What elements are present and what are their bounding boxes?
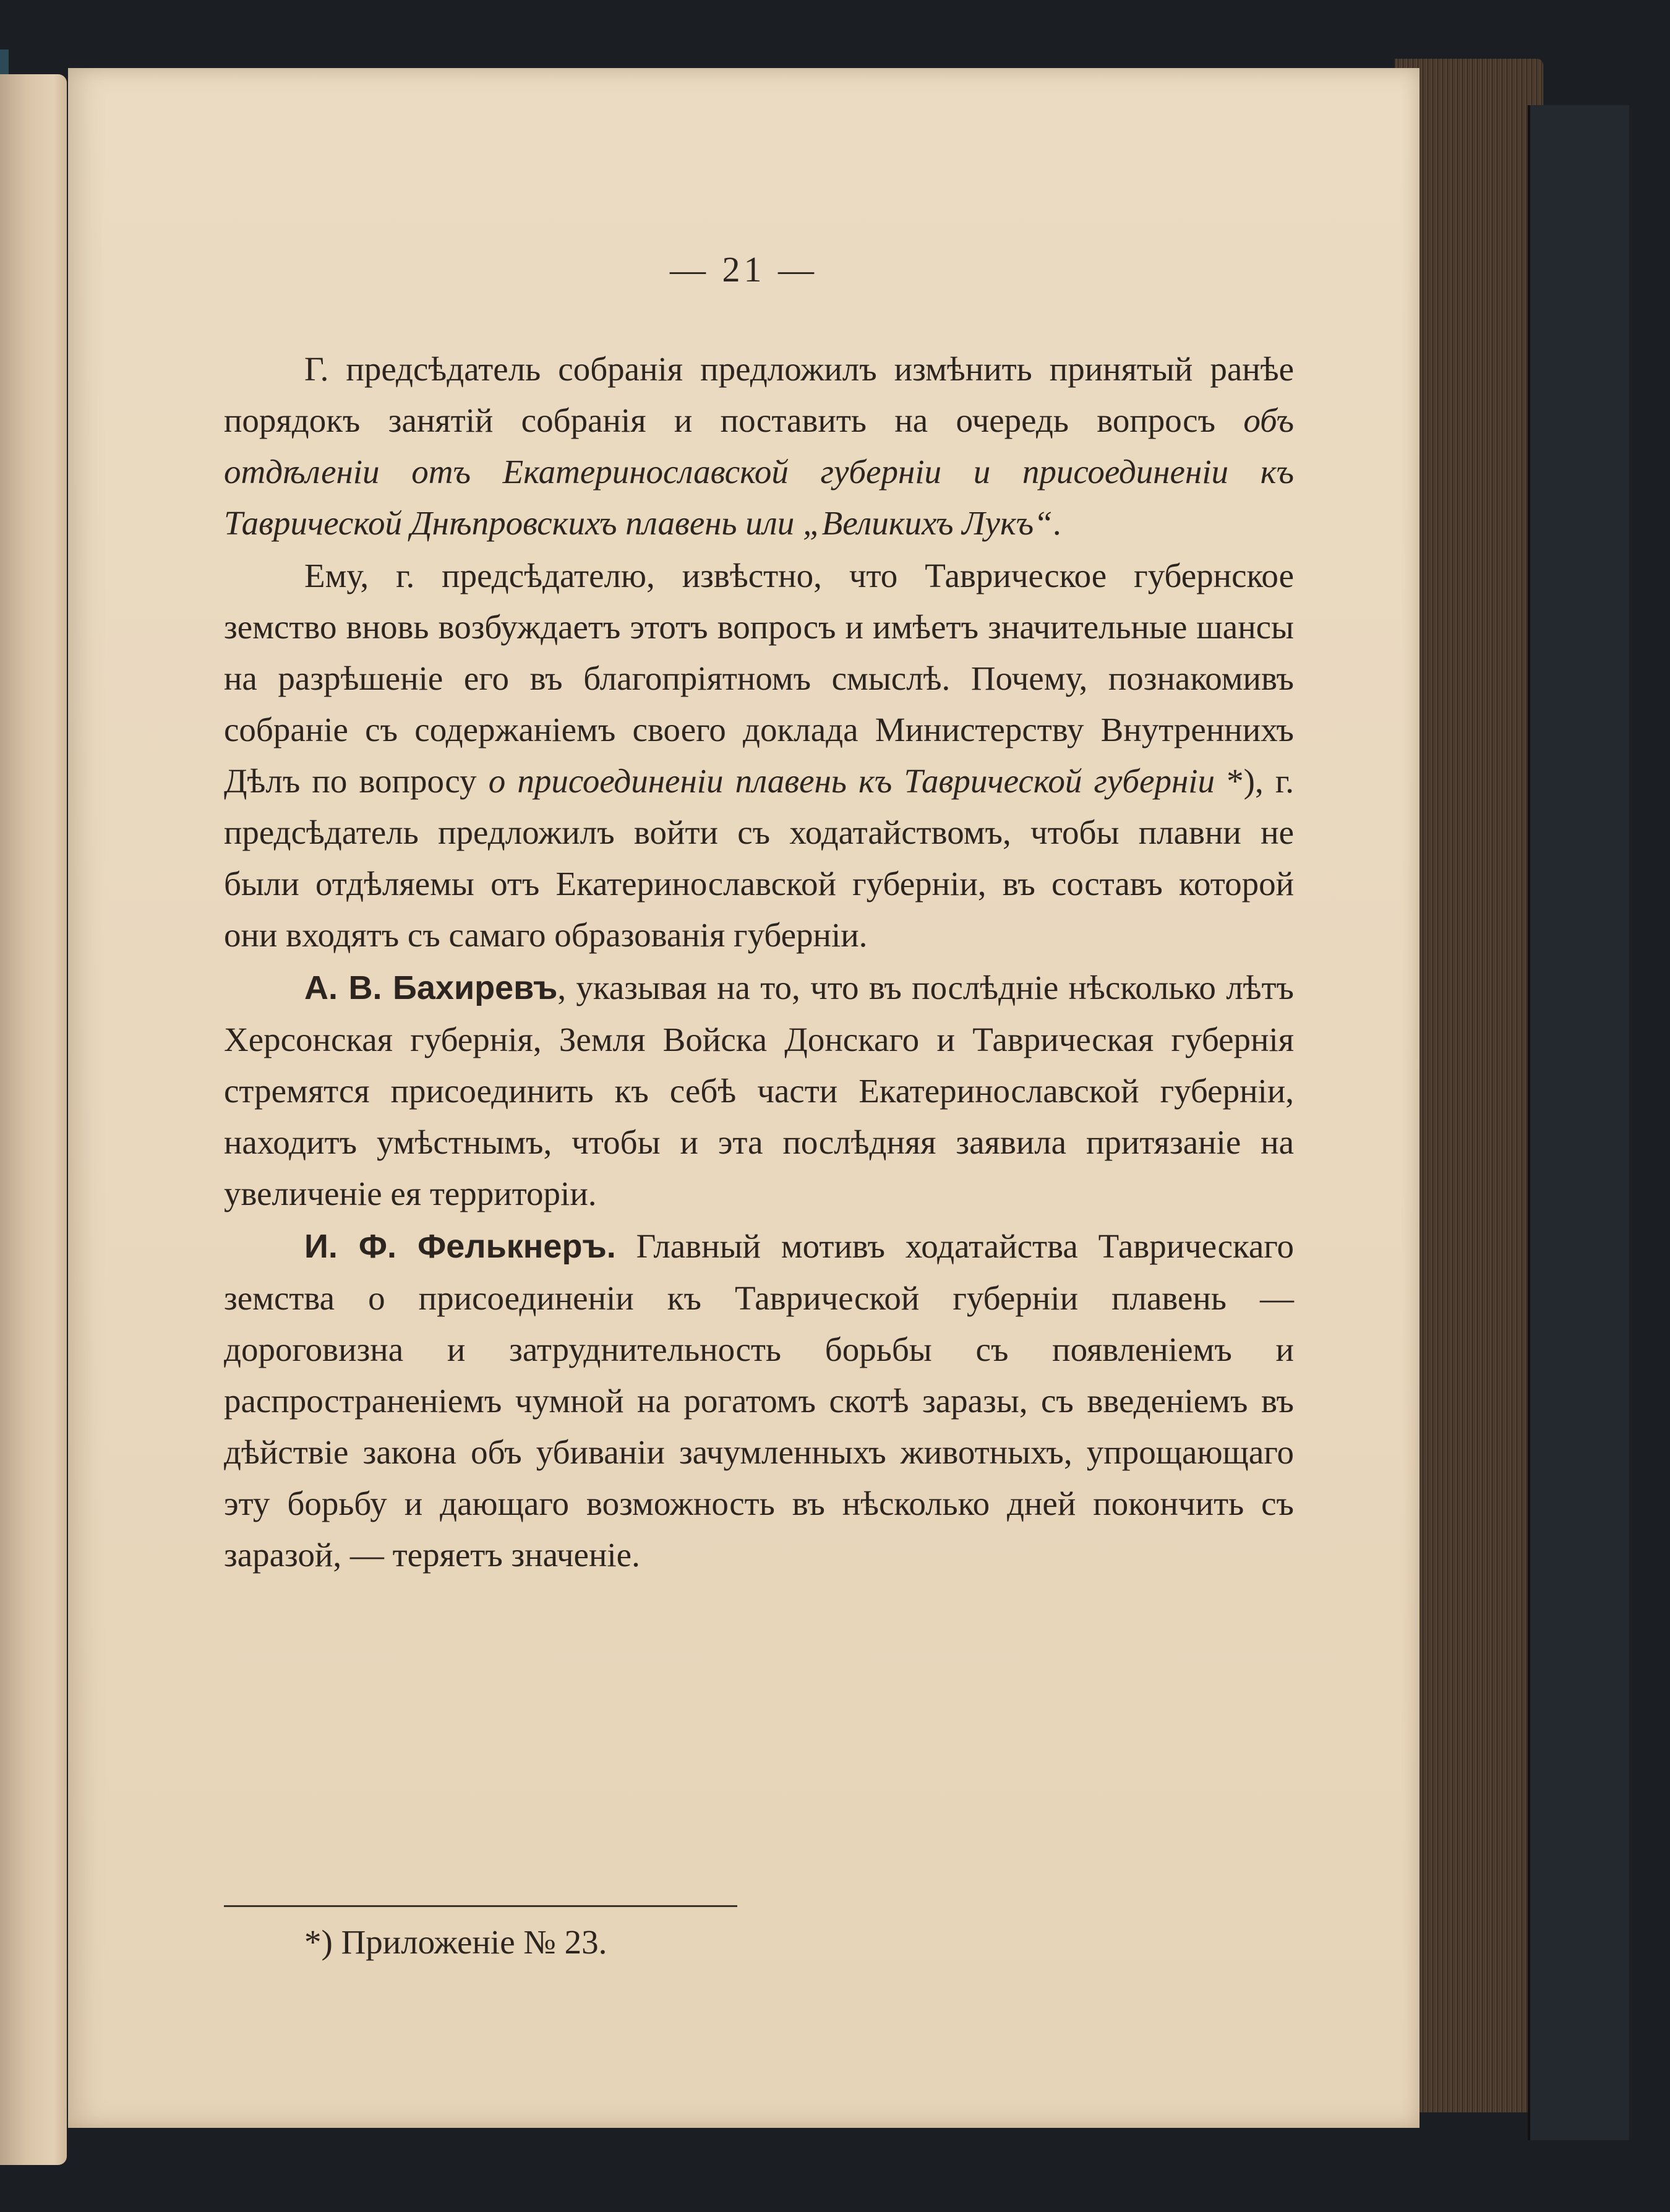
italic-text-run: объ отдѣленіи отъ Екатеринославской губерніи и присоединеніи къ Таврической Днѣпровскихъ плавень или „Великихъ Лукъ“ <box>224 401 1294 542</box>
italic-text-run: о присоединеніи плавень къ Таврической губерніи <box>488 762 1215 800</box>
paragraph <box>224 343 1294 549</box>
text-run: Г. предсѣдатель собранія предложилъ измѣнить принятый ранѣе порядокъ занятій собранія и поставить на очередь вопросъ <box>224 350 1294 439</box>
text-run: . <box>1052 504 1061 542</box>
body-text <box>224 343 1294 1580</box>
text-run: Главный мотивъ ходатайства Таврическаго земства о присоединеніи къ Таврической губерніи плавень — дороговизна и затруднительность борьбы съ появленіемъ и распространеніемъ чумной на рогатомъ скотѣ заразы, съ введеніемъ въ дѣйствіе закона объ убиваніи зачумленныхъ животныхъ, упрощающаго эту борьбу и дающаго возможность въ нѣсколько дней покончить съ заразой, — теряетъ значеніе. <box>224 1227 1294 1574</box>
footnote: *) Приложеніе № 23. <box>304 1923 607 1961</box>
footnote-divider <box>224 1905 737 1907</box>
left-page-sliver <box>0 74 67 2165</box>
text-run: , указывая на то, что въ послѣдніе нѣсколько лѣтъ Херсонская губернія, Земля Войска Донскаго и Таврическая губернія стремятся присоединить къ себѣ части Екатеринославской губерніи, находитъ умѣстнымъ, чтобы и эта послѣдняя заявила притязаніе на увеличеніе ея территоріи. <box>224 969 1294 1212</box>
paragraph <box>224 962 1294 1219</box>
text-run: Ему, г. предсѣдателю, извѣстно, что Таврическое губернское земство вновь возбуждаетъ этотъ вопросъ и имѣетъ значительные шансы на разрѣшеніе его въ благопріятномъ смыслѣ. Почему, познакомивъ собраніе съ содержаніемъ своего доклада Министерству Внутреннихъ Дѣлъ по вопросу <box>224 557 1294 800</box>
book-page <box>68 68 1419 2128</box>
paragraph <box>224 1220 1294 1580</box>
book-cover <box>1528 105 1629 2140</box>
speaker-name: И. Ф. Фелькнеръ. <box>304 1228 616 1265</box>
paragraph <box>224 550 1294 961</box>
page-number: — 21 — <box>670 249 818 289</box>
text-run: *), г. предсѣдатель предложилъ войти съ ходатайствомъ, чтобы плавни не были отдѣляемы отъ Екатеринославской губерніи, въ составъ которой они входятъ съ самаго образованія губерніи. <box>224 762 1294 954</box>
speaker-name: А. В. Бахиревъ <box>304 969 558 1006</box>
